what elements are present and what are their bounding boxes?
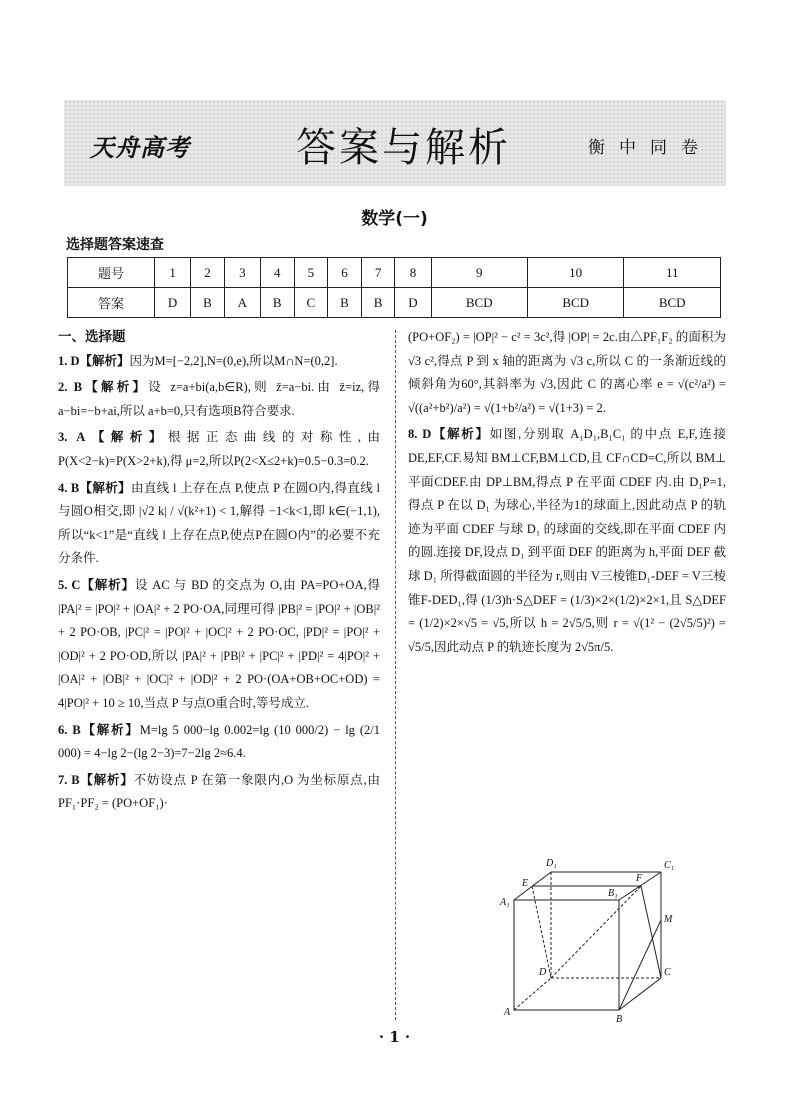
page-number: · 1 · — [378, 1028, 411, 1046]
solution-1 — [58, 350, 380, 374]
solution-lead: 6. B【解析】 — [58, 722, 140, 737]
cube-figure — [496, 850, 686, 1025]
solution-text: 设 z=a+bi(a,b∈R),则 z̄=a−bi.由 z̄=iz,得 a−bi=−b+ai,所以 a+b=0,只有选项B符合要求. — [58, 380, 380, 418]
solution-lead: 7. B【解析】 — [58, 772, 134, 787]
right-column — [408, 326, 726, 662]
answer-table-number-row — [68, 258, 721, 288]
solution-lead: 4. B【解析】 — [58, 480, 131, 495]
answer-table — [67, 257, 721, 318]
answer-cell: BCD — [527, 288, 623, 318]
number-cell: 9 — [431, 258, 527, 288]
answer-cell: BCD — [624, 288, 721, 318]
label-c: C — [664, 967, 671, 978]
answer-cell: B — [361, 288, 395, 318]
number-cell: 7 — [361, 258, 395, 288]
label-d1: D₁ — [546, 858, 557, 869]
number-cell: 4 — [260, 258, 294, 288]
number-cell: 5 — [294, 258, 328, 288]
answer-cell: C — [294, 288, 328, 318]
header-banner — [64, 100, 726, 186]
solution-text: 根据正态曲线的对称性,由P(X<2−k)=P(X>2+k),得 μ=2,所以P(2<X≤2+k)=0.5−0.3=0.2. — [58, 430, 380, 468]
number-header-cell: 题号 — [68, 258, 155, 288]
segment-fc — [641, 886, 661, 978]
answer-cell: B — [191, 288, 225, 318]
solution-lead: 1. D【解析】 — [58, 353, 130, 368]
label-b: B — [616, 1014, 623, 1025]
number-cell: 11 — [624, 258, 721, 288]
number-cell: 2 — [191, 258, 225, 288]
label-f: F — [636, 873, 643, 884]
number-cell: 3 — [224, 258, 260, 288]
cube-front-face — [514, 900, 619, 1010]
number-cell: 6 — [328, 258, 362, 288]
answer-cell: D — [395, 288, 431, 318]
label-b1: B₁ — [608, 888, 618, 899]
banner-tag: 衡中同卷 — [588, 138, 712, 158]
solution-3 — [58, 426, 380, 473]
solution-text: 如图,分别取 A₁D₁,B₁C₁ 的中点 E,F,连接 DE,EF,CF.易知 BM⊥CF,BM⊥CD,且 CF∩CD=C,所以 BM⊥平面CDEF.由 DP⊥BM,得点 P 在平面 CDEF 内.由 D₁P=1,得点 P 在以 D₁ 为球心,半径为1的球面上,因此动点 P 的轨迹为平面 CDEF 与球 D₁ 的球面的交线,即在平面 CDEF 内的圆.连接 DF,设点 D₁ 到平面 DEF 的距离为 h,平面 DEF 截球 D₁ 所得截面圆的半径为 r,则由 V三棱锥D₁-DEF = V三棱锥F-DED₁,得 (1/3)h·S△DEF = (1/3)×2×(1/2)×2×1,且 S△DEF = (1/2)×2×√5 = √5,所以 h = 2√5/5,则 r = √(1² − (2√5/5)²) = √5/5,因此动点 P 的轨迹长度为 2√5π/5. — [408, 427, 727, 654]
solution-text: 因为M=[−2,2],N=(0,e),所以M∩N=(0,2]. — [129, 353, 338, 368]
solution-7 — [58, 769, 380, 816]
answer-cell: D — [155, 288, 191, 318]
solution-4 — [58, 477, 380, 571]
answer-cell: A — [224, 288, 260, 318]
segment-bm — [619, 920, 661, 1010]
quick-answer-title: 选择题答案速查 — [66, 237, 164, 253]
solution-6 — [58, 719, 380, 766]
brand-logo: 天舟高考 — [90, 134, 190, 162]
answer-header-cell: 答案 — [68, 288, 155, 318]
hidden-edge — [514, 978, 551, 1010]
answer-cell: B — [260, 288, 294, 318]
cube-edge — [619, 978, 661, 1010]
left-column — [58, 326, 380, 819]
number-cell: 8 — [395, 258, 431, 288]
section-title: 一、选择题 — [58, 329, 126, 345]
label-c1: C₁ — [664, 860, 675, 871]
answer-cell: B — [328, 288, 362, 318]
solution-lead: 3. A【解析】 — [58, 430, 168, 445]
solution-lead: 5. C【解析】 — [58, 577, 135, 592]
solution-8 — [408, 423, 726, 659]
label-e: E — [522, 878, 529, 889]
solution-text: 由直线 l 上存在点 P,使点 P 在圆O内,得直线 l 与圆O相交,即 |√2 k| / √(k²+1) < 1,解得 −1<k<1,即 k∈(−1,1),所以“k<1”是“直线 l 上存在点P,使点P在圆O内”的必要不充分条件. — [58, 480, 380, 566]
solution-2 — [58, 376, 380, 423]
answer-cell: BCD — [431, 288, 527, 318]
solution-lead: 8. D【解析】 — [408, 427, 490, 442]
solution-text: 不妨设点 P 在第一象限内,O 为坐标原点,由 PF₁·PF₂ = (PO+OF₁)· — [58, 772, 380, 811]
solution-5 — [58, 574, 380, 716]
column-divider — [395, 330, 396, 1020]
banner-title: 答案与解析 — [296, 125, 511, 171]
solution-text: 设 AC 与 BD 的交点为 O,由 PA=PO+OA,得 |PA|² = |PO|² + |OA|² + 2 PO·OA,同理可得 |PB|² = |PO|² + |OB|² + 2 PO·OB, |PC|² = |PO|² + |OC|² + 2 PO·OC, |PD|² = |PO|² + |OD|² + 2 PO·OD,所以 |PA|² + |PB|² + |PC|² + |PD|² = 4|PO|² + |OA|² + |OB|² + |OC|² + |OD|² + 2 PO·(OA+OB+OC+OD) = 4|PO|² + 10 ≥ 10,当点 P 与点O重合时,等号成立. — [58, 577, 380, 710]
solution-7-continued — [408, 326, 726, 420]
subject-title: 数学(一) — [361, 209, 428, 229]
answer-table-answer-row — [68, 288, 721, 318]
solution-text: (PO+OF₂) = |OP|² − c² = 3c²,得 |OP| = 2c.由△PF₁F₂ 的面积为 √3 c²,得点 P 到 x 轴的距离为 √3 c,所以 C 的一条渐近线的倾斜角为60°,其斜率为 √3,因此 C 的离心率 e = √(c²/a²) = √((a²+b²)/a²) = √(1+b²/a²) = √(1+3) = 2. — [408, 330, 726, 415]
solution-lead: 2. B【解析】 — [58, 380, 149, 395]
solution-text: M=lg 5 000−lg 0.002=lg (10 000/2) − lg (2/1 000) = 4−lg 2−(lg 2−3)=7−2lg 2≈6.4. — [58, 722, 381, 761]
number-cell: 10 — [527, 258, 623, 288]
label-m: M — [664, 914, 673, 925]
number-cell: 1 — [155, 258, 191, 288]
label-a: A — [504, 1007, 511, 1018]
label-a1: A₁ — [500, 897, 510, 908]
label-d: D — [539, 967, 547, 978]
